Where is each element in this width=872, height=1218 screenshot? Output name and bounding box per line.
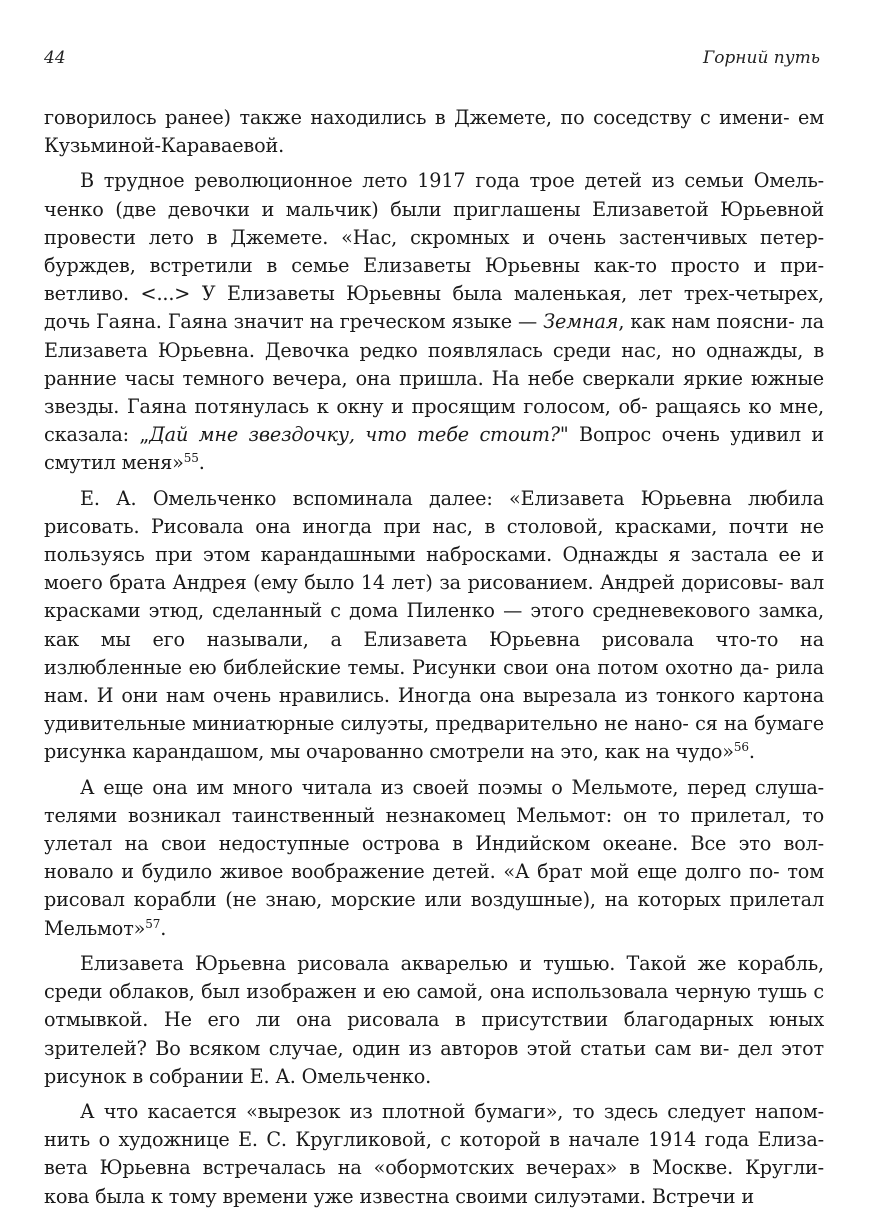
text-span: , как нам поясни- ла Елизавета Юрьевна. Девочка редко появлялась среди нас, но однажды, в ранние часы темного вечера, она пришла. На небе сверкали яркие южные звезды. Гаяна потянулась к окну и просящим голосом, об- ращаясь ко мне, сказала: „ [44,310,824,447]
italic-text: Дай мне звездочку, что тебе стоит? [149,423,560,447]
body-text [44,104,824,1218]
text-span: В трудное революционное лето 1917 года трое детей из семьи Омель- ченко (две девочки и мальчик) были приглашены Елизаветой Юрьевной провести лето в Джемете. «Нас, скромных и очень застенчивых петер- бурждев, встретили в семье Елизаветы Юрьевны как-то просто и при- ветливо. <...> У Елизаветы Юрьевны была маленькая, лет трех-четырех, дочь Гаяна. Гаяна значит на греческом языке — [44,169,824,334]
footnote-ref: 57 [145,916,161,931]
paragraph [44,485,824,767]
italic-text: Земная [543,310,619,334]
text-span: . [160,916,167,940]
paragraph [44,1098,824,1211]
text-span: " Вопрос очень удивил и смутил меня» [44,423,824,475]
page-header [44,48,820,68]
page-number: 44 [44,48,66,68]
footnote-ref: 55 [183,451,199,466]
text-span: Елизавета Юрьевна рисовала акварелью и тушью. Такой же корабль, среди облаков, был изображен и ею самой, она использовала черную тушь с отмывкой. Не его ли она рисовала в присутствии благодарных юных зрителей? Во всяком случае, один из авторов этой статьи сам ви- дел этот рисунок в собрании Е. А. Омельченко. [44,951,824,1088]
paragraph [44,950,824,1091]
running-title: Горний путь [702,48,820,68]
paragraph [44,104,824,160]
paragraph [44,167,824,477]
footnote-ref: 56 [733,740,749,755]
text-span: Е. А. Омельченко вспоминала далее: «Елизавета Юрьевна любила рисовать. Рисовала она иногда при нас, в столовой, красками, почти не пользуясь при этом карандашными набросками. Однажды я застала ее и моего брата Андрея (ему было 14 лет) за рисованием. Андрей дорисовы- вал красками этюд, сделанный с дома Пиленко — этого средневекового замка, как мы его называли, а Елизавета Юрьевна рисовала что-то на излюбленные ею библейские темы. Рисунки свои она потом охотно да- рила нам. И они нам очень нравились. Иногда она вырезала из тонкого картона удивительные миниатюрные силуэты, предварительно не нано- ся на бумаге рисунка карандашом, мы очарованно смотрели на это, как на чудо» [44,486,824,764]
text-span: . [198,451,205,475]
text-span: говорилось ранее) также находились в Джемете, по соседству с имени- ем Кузьминой-Караваевой. [44,106,824,158]
text-span: . [748,740,755,764]
paragraph [44,774,824,943]
text-span: А еще она им много читала из своей поэмы о Мельмоте, перед слуша- телями возникал таинственный незнакомец Мельмот: он то прилетал, то улетал на свои недоступные острова в Индийском океане. Все это вол- новало и будило живое воображение детей. «А брат мой еще долго по- том рисовал корабли (не знаю, морские или воздушные), на которых прилетал Мельмот» [44,775,824,940]
text-span: А что касается «вырезок из плотной бумаги», то здесь следует напом- нить о художнице Е. С. Кругликовой, с которой в начале 1914 года Елиза- вета Юрьевна встречалась на «обормотских вечерах» в Москве. Кругли- кова была к тому времени уже известна своими силуэтами. Встречи и [44,1099,824,1208]
